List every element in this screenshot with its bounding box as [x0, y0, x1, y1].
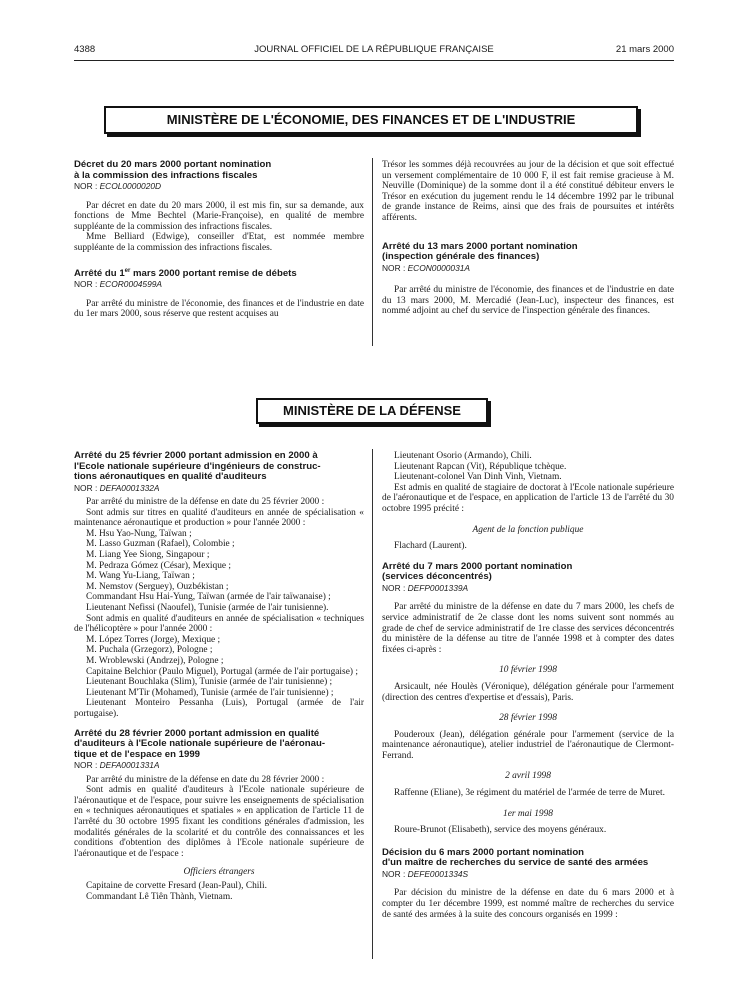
arrete-services-title-line1: Arrêté du 7 mars 2000 portant nomination: [382, 560, 573, 572]
arrete-supaero-title-line1: Arrêté du 28 février 2000 portant admission en qualité: [74, 727, 320, 739]
arrete-ensica-title-line1: Arrêté du 25 février 2000 portant admission en 2000 à: [74, 450, 318, 461]
decree-paragraph-2: Mme Belliard (Edwige), conseiller d'Etat, est nommée membre suppléante de la commission des infractions fiscales.: [74, 232, 364, 253]
arrete-ensica-title-line3: tions aéronautiques en qualité d'auditeurs: [74, 471, 267, 482]
list-item: M. Wroblewski (Andrzej), Pologne ;: [86, 656, 224, 666]
ministry-economy-heading: MINISTÈRE DE L'ÉCONOMIE, DES FINANCES ET DE L'INDUSTRIE: [104, 106, 638, 134]
arrete-ensica-paragraph-1: Sont admis sur titres en qualité d'auditeurs en année de spécialisation « maintenance aéronautique et production » pour l'année 2000 :: [74, 507, 364, 529]
arrete-debets-nor: NOR : ECOR0004599A: [74, 279, 162, 290]
subhead-officiers-etrangers: Officiers étrangers: [183, 867, 255, 878]
dated-entry: Roure-Brunot (Elisabeth), service des moyens généraux.: [394, 825, 607, 836]
date-heading: 10 février 1998: [499, 665, 557, 676]
ministry1-right-column: [382, 160, 674, 317]
subhead-agent-fonction-publique: Agent de la fonction publique: [472, 524, 584, 535]
arrete-ensica-nor: NOR : DEFA0001332A: [74, 482, 160, 493]
ministry2-left-column: [74, 451, 364, 902]
list-item: M. Liang Yee Siong, Singapour ;: [86, 550, 210, 561]
list-item: M. Lasso Guzman (Rafael), Colombie ;: [86, 539, 235, 550]
decree-nor: NOR : ECOL0000020D: [74, 181, 162, 191]
arrete-supaero-paragraph: Sont admis en qualité d'auditeurs à l'Ecole nationale supérieure de l'aéronautique et de l'espace, pour suivre les enseignements de spécialisation en « techniques aéronautiques et spatiales » en application de l'article 11 de l'arrêté du 30 octobre 1995 fixant les conditions générales d'admission, les modalités générales de la scolarité et du contrôle des connaissances et les conditions d'obtention des diplômes à l'Ecole nationale supérieure de l'aéronautique et de l'espace :: [74, 785, 364, 859]
ministry-defense-heading: MINISTÈRE DE LA DÉFENSE: [256, 398, 488, 424]
arrete-services-nor: NOR : DEFP0001339A: [382, 582, 469, 593]
decision-nor: NOR : DEFE0001334S: [382, 868, 469, 879]
date-heading: 28 février 1998: [499, 713, 557, 724]
list-item: M. Wang Yu-Liang, Taïwan ;: [86, 571, 195, 582]
header-rule: [74, 60, 674, 61]
list-item: Capitaine de corvette Fresard (Jean-Paul), Chili.: [86, 881, 267, 891]
arrete-supaero-intro: Par arrêté du ministre de la défense en date du 28 février 2000 :: [86, 774, 325, 785]
arrete-debets-title: Arrêté du 1er mars 2000 portant remise de débets: [74, 267, 297, 279]
arrete-services-title-line2: (services déconcentrés): [382, 571, 492, 583]
decision-title-line1: Décision du 6 mars 2000 portant nomination: [382, 846, 585, 858]
list-item: Lieutenant Nefissi (Naoufel), Tunisie (armée de l'air tunisienne).: [86, 603, 329, 614]
arrete-inspection-nor: NOR : ECON0000031A: [382, 262, 470, 273]
list-item: M. López Torres (Jorge), Mexique ;: [86, 634, 221, 645]
page-header: [74, 44, 674, 58]
page-number: 4388: [74, 44, 96, 55]
stagiaire-paragraph: Est admis en qualité de stagiaire de doctorat à l'Ecole nationale supérieure de l'aéronautique et de l'espace, en application de l'article 13 de l'arrêté du 30 octobre 1995 précité :: [382, 482, 674, 514]
list-item: Lieutenant Bouchlaka (Slim), Tunisie (armée de l'air tunisienne) ;: [86, 677, 333, 688]
list-item: Commandant Hsu Hai-Yung, Taïwan (armée de l'air taïwanaise) ;: [86, 592, 331, 603]
decree-paragraph-1: Par décret en date du 20 mars 2000, il est mis fin, sur sa demande, aux fonctions de Mme Bechtel (Marie-Françoise), en qualité de membre suppléante de la commission des infractions fiscales.: [74, 200, 364, 232]
list-item: M. Puchala (Grzegorz), Pologne ;: [86, 645, 213, 656]
column-separator-1: [372, 158, 373, 346]
decree-title-line1: Décret du 20 mars 2000 portant nomination: [74, 159, 272, 170]
arrete-supaero-nor: NOR : DEFA0001331A: [74, 760, 160, 771]
arrete-inspection-title-line1: Arrêté du 13 mars 2000 portant nomination: [382, 240, 578, 252]
arrete-ensica-paragraph-2: Sont admis en qualité d'auditeurs en année de spécialisation « techniques de l'hélicoptère » pour l'année 2000 :: [74, 613, 364, 635]
list-item: M. Nemstov (Serguey), Ouzbékistan ;: [86, 581, 229, 592]
arrete-supaero-title-line3: tique et de l'espace en 1999: [74, 748, 200, 760]
arrete-inspection-paragraph: Par arrêté du ministre de l'économie, des finances et de l'industrie en date du 13 mars 2000, M. Mercadié (Jean-Luc), inspecteur des finances, est nommé adjoint au chef du service de l'inspection générale des finances.: [382, 285, 674, 317]
arrete-ensica-intro: Par arrêté du ministre de la défense en date du 25 février 2000 :: [86, 497, 325, 508]
dated-entry: Raffenne (Eliane), 3e régiment du matériel de l'armée de terre de Muret.: [394, 788, 665, 799]
list-item: Lieutenant-colonel Van Dinh Vinh, Vietnam.: [394, 472, 562, 483]
arrete-supaero-title-line2: d'auditeurs à l'Ecole nationale supérieure de l'aéronau-: [74, 738, 326, 750]
issue-date: 21 mars 2000: [615, 44, 674, 55]
list-item: Lieutenant Osorio (Armando), Chili.: [394, 451, 532, 461]
dated-entry: Arsicault, née Houlès (Véronique), délégation générale pour l'armement (direction des centres d'expertise et d'essais), Paris.: [382, 681, 674, 703]
list-item: Lieutenant Monteiro Pessanha (Luis), Portugal (armée de l'air portugaise).: [74, 698, 364, 719]
ministry2-right-column: [382, 451, 674, 920]
list-item: M. Hsu Yao-Nung, Taïwan ;: [86, 528, 192, 539]
journal-title: JOURNAL OFFICIEL DE LA RÉPUBLIQUE FRANÇAISE: [254, 44, 494, 55]
list-item: M. Pedraza Gómez (César), Mexique ;: [86, 560, 232, 571]
list-item: Lieutenant Rapcan (Vit), République tchèque.: [394, 461, 567, 472]
remise-continuation: Trésor les sommes déjà recouvrées au jour de la décision et que soit effectué un versement complémentaire de 10 000 F, il est fait remise gracieuse à M. Neuville (Dominique) de la somme dont il a été constitué débiteur envers le Trésor en exécution du jugement rendu le 14 décembre 1992 par le tribunal de grande instance de Reims, ainsi que des frais de poursuites et intérêts afférents.: [382, 160, 674, 223]
column-separator-2: [372, 449, 373, 959]
arrete-ensica-title-line2: l'Ecole nationale supérieure d'ingénieurs de construc-: [74, 460, 321, 472]
list-item: Commandant Lê Tiên Thành, Vietnam.: [86, 891, 233, 902]
ministry1-left-column: [74, 160, 364, 320]
dated-entry: Pouderoux (Jean), délégation générale pour l'armement (service de la maintenance aéronautique), atelier industriel de l'aéronautique de Clermont-Ferrand.: [382, 729, 674, 761]
list-item: Capitaine Belchior (Paulo Miguel), Portugal (armée de l'air portugaise) ;: [86, 666, 358, 677]
decision-title-line2: d'un maître de recherches du service de santé des armées: [382, 857, 649, 869]
decision-paragraph: Par décision du ministre de la défense en date du 6 mars 2000 et à compter du 1er décembre 1999, est nommé maître de recherches du service de santé des armées à la suite des concours organisés en 1999 :: [382, 888, 674, 920]
list-item: Lieutenant M'Tir (Mohamed), Tunisie (armée de l'air tunisienne) ;: [86, 687, 334, 698]
agent-name: Flachard (Laurent).: [394, 541, 467, 552]
arrete-services-paragraph: Par arrêté du ministre de la défense en date du 7 mars 2000, les chefs de service administratif de 2e classe dont les noms suivent sont nommés au grade de chef de service administratif de 1re classe des services déconcentrés du ministère de la défense au titre de l'année 1998 et à compter des dates fixées ci-après :: [382, 602, 674, 655]
date-heading: 2 avril 1998: [505, 771, 551, 782]
arrete-debets-paragraph: Par arrêté du ministre de l'économie, des finances et de l'industrie en date du 1er mars 2000, sous réserve que restent acquises au: [74, 298, 364, 320]
decree-title-line2: à la commission des infractions fiscales: [74, 169, 258, 181]
arrete-inspection-title-line2: (inspection générale des finances): [382, 251, 540, 263]
date-heading: 1er mai 1998: [503, 808, 553, 819]
